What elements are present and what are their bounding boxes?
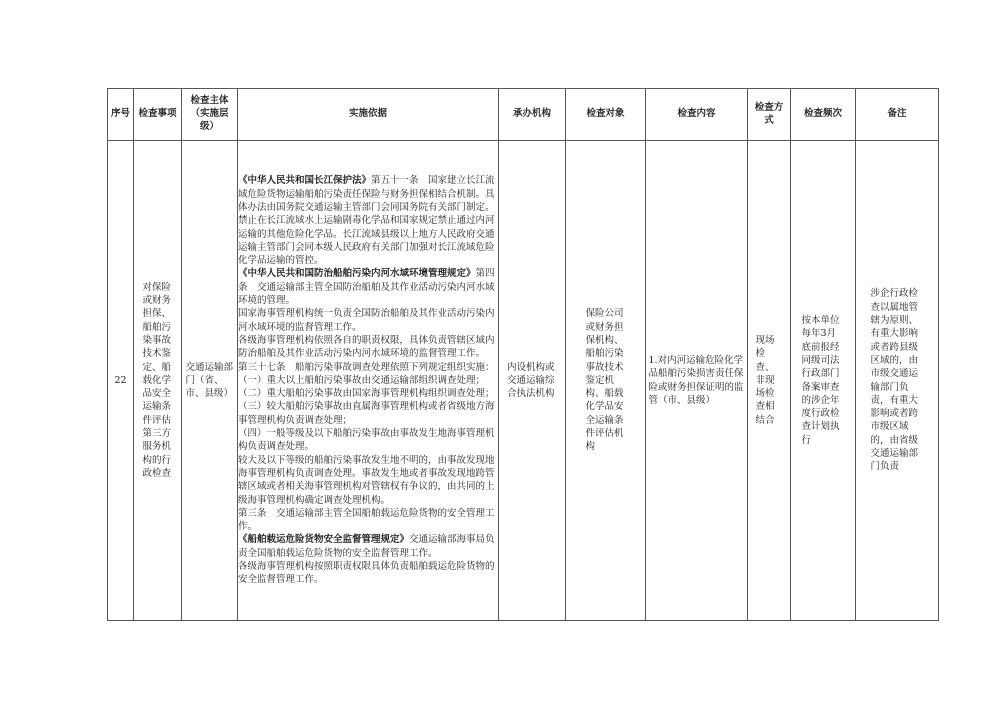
cell-inspection-target: [566, 141, 646, 621]
basis-paragraph: 各级海事管理机构按照职责权限具体负责船舶载运危险货物的安全监督管理工作。: [238, 561, 495, 586]
cell-inspection-subject: [182, 141, 238, 621]
col-header-content: 检查内容: [646, 89, 748, 141]
cell-inspection-method: [748, 141, 791, 621]
basis-paragraph: 《船舶载运危险货物安全监督管理规定》交通运输部海事局负责全国船舶载运危险货物的安全监督管理工作。: [238, 534, 495, 559]
basis-paragraph: 各级海事管理机构依照各自的职责权限，具体负责管辖区域内防治船舶及其作业活动污染内河水域环境的监督管理工作。: [238, 334, 495, 360]
col-header-subject: 检查主体（实施层级）: [182, 89, 238, 141]
header-row: [108, 89, 939, 141]
basis-paragraph: 较大及以下等级的船舶污染事故发生地不明的，由事故发现地海事管理机构负责调查处理。事故发生地或者事故发现地跨管辖区域或者相关海事管理机构对管辖权有争议的，由共同的上级海事管理机构确定调查处理机构。: [238, 454, 495, 506]
cell-implementation-basis: [238, 141, 499, 621]
cell-inspection-frequency: [791, 141, 856, 621]
inspection-method-text: 现场检查、非现场检查相结合: [755, 334, 775, 426]
inspection-target-text: 保险公司或财务担保机构、船舶污染事故技术鉴定机构、船载化学品安全运输条件评估机构: [585, 308, 624, 453]
cell-inspection-content: [646, 141, 748, 621]
basis-paragraph: 《中华人民共和国长江保护法》第五十一条 国家建立长江流域危险货物运输船舶污染责任保险与财务担保相结合机制。具体办法由国务院交通运输主管部门会同国务院有关部门制定。: [238, 175, 495, 213]
law-title: 《中华人民共和国长江保护法》: [238, 175, 372, 187]
basis-paragraph: 禁止在长江流域水上运输剧毒化学品和国家规定禁止通过内河运输的其他危险化学品。长江流域县级以上地方人民政府交通运输主管部门会同本级人民政府有关部门加强对长江流域危险化学品运输的管控。: [238, 215, 495, 267]
col-header-target: 检查对象: [566, 89, 646, 141]
col-header-basis: 实施依据: [238, 89, 499, 141]
handling-agency-text: 内设机构或交通运输综合执法机构: [507, 361, 555, 400]
inspection-content-text: 1.对内河运输危险化学品船舶污染损害责任保险或财务担保证明的监管（市、县级）: [648, 354, 744, 406]
inspection-subject-text: 交通运输部门（省、市、县级）: [185, 361, 234, 400]
basis-paragraph: 第三条 交通运输部主管全国船舶载运危险货物的安全管理工作。: [238, 507, 495, 533]
basis-paragraph: 国家海事管理机构统一负责全国防治船舶及其作业活动污染内河水域环境的监督管理工作。: [238, 308, 495, 333]
inspection-frequency-text: 按本单位每年3月底前报经同级司法行政部门备案审查的涉企年度行政检查计划执行: [801, 315, 840, 446]
cell-inspection-item: [134, 141, 182, 621]
inspection-table: [107, 88, 939, 621]
col-header-item: 检查事项: [134, 89, 182, 141]
law-title: 《中华人民共和国防治船舶污染内河水域环境管理规定》: [238, 268, 476, 280]
remarks-text: 涉企行政检查以属地管辖为原则、有重大影响或者跨县级区域的，由市级交通运输部门负责，有重大影响或者跨市级区域的，由省级交通运输部门负责: [870, 288, 919, 473]
col-header-frequency: 检查频次: [791, 89, 856, 141]
col-header-remarks: 备注: [856, 89, 939, 141]
cell-handling-agency: [499, 141, 566, 621]
col-header-method: 检查方式: [748, 89, 791, 141]
col-header-serial: 序号: [108, 89, 134, 141]
cell-serial-number: 22: [108, 141, 134, 621]
inspection-item-text: 对保险或财务担保、船舶污染事故技术鉴定、船载化学品安全运输条件评估第三方服务机构的行政检查: [142, 281, 172, 479]
basis-paragraph: 《中华人民共和国防治船舶污染内河水域环境管理规定》第四条 交通运输部主管全国防治船舶及其作业活动污染内河水域环境的管理。: [238, 268, 495, 307]
table-row: [108, 141, 939, 621]
cell-remarks: [856, 141, 939, 621]
law-title: 《船舶载运危险货物安全监督管理规定》: [238, 534, 410, 546]
basis-paragraph: （四）一般等级及以下船舶污染事故由事故发生地海事管理机构负责调查处理。: [238, 428, 495, 453]
col-header-agency: 承办机构: [499, 89, 566, 141]
basis-paragraph: 第三十七条 船舶污染事故调查处理依照下列规定组织实施：（一）重大以上船舶污染事故由交通运输部组织调查处理；（二）重大船舶污染事故由国家海事管理机构组织调查处理；（三）较大船舶污染事故由直属海事管理机构或者省级地方海事管理机构负责调查处理；: [238, 361, 495, 426]
